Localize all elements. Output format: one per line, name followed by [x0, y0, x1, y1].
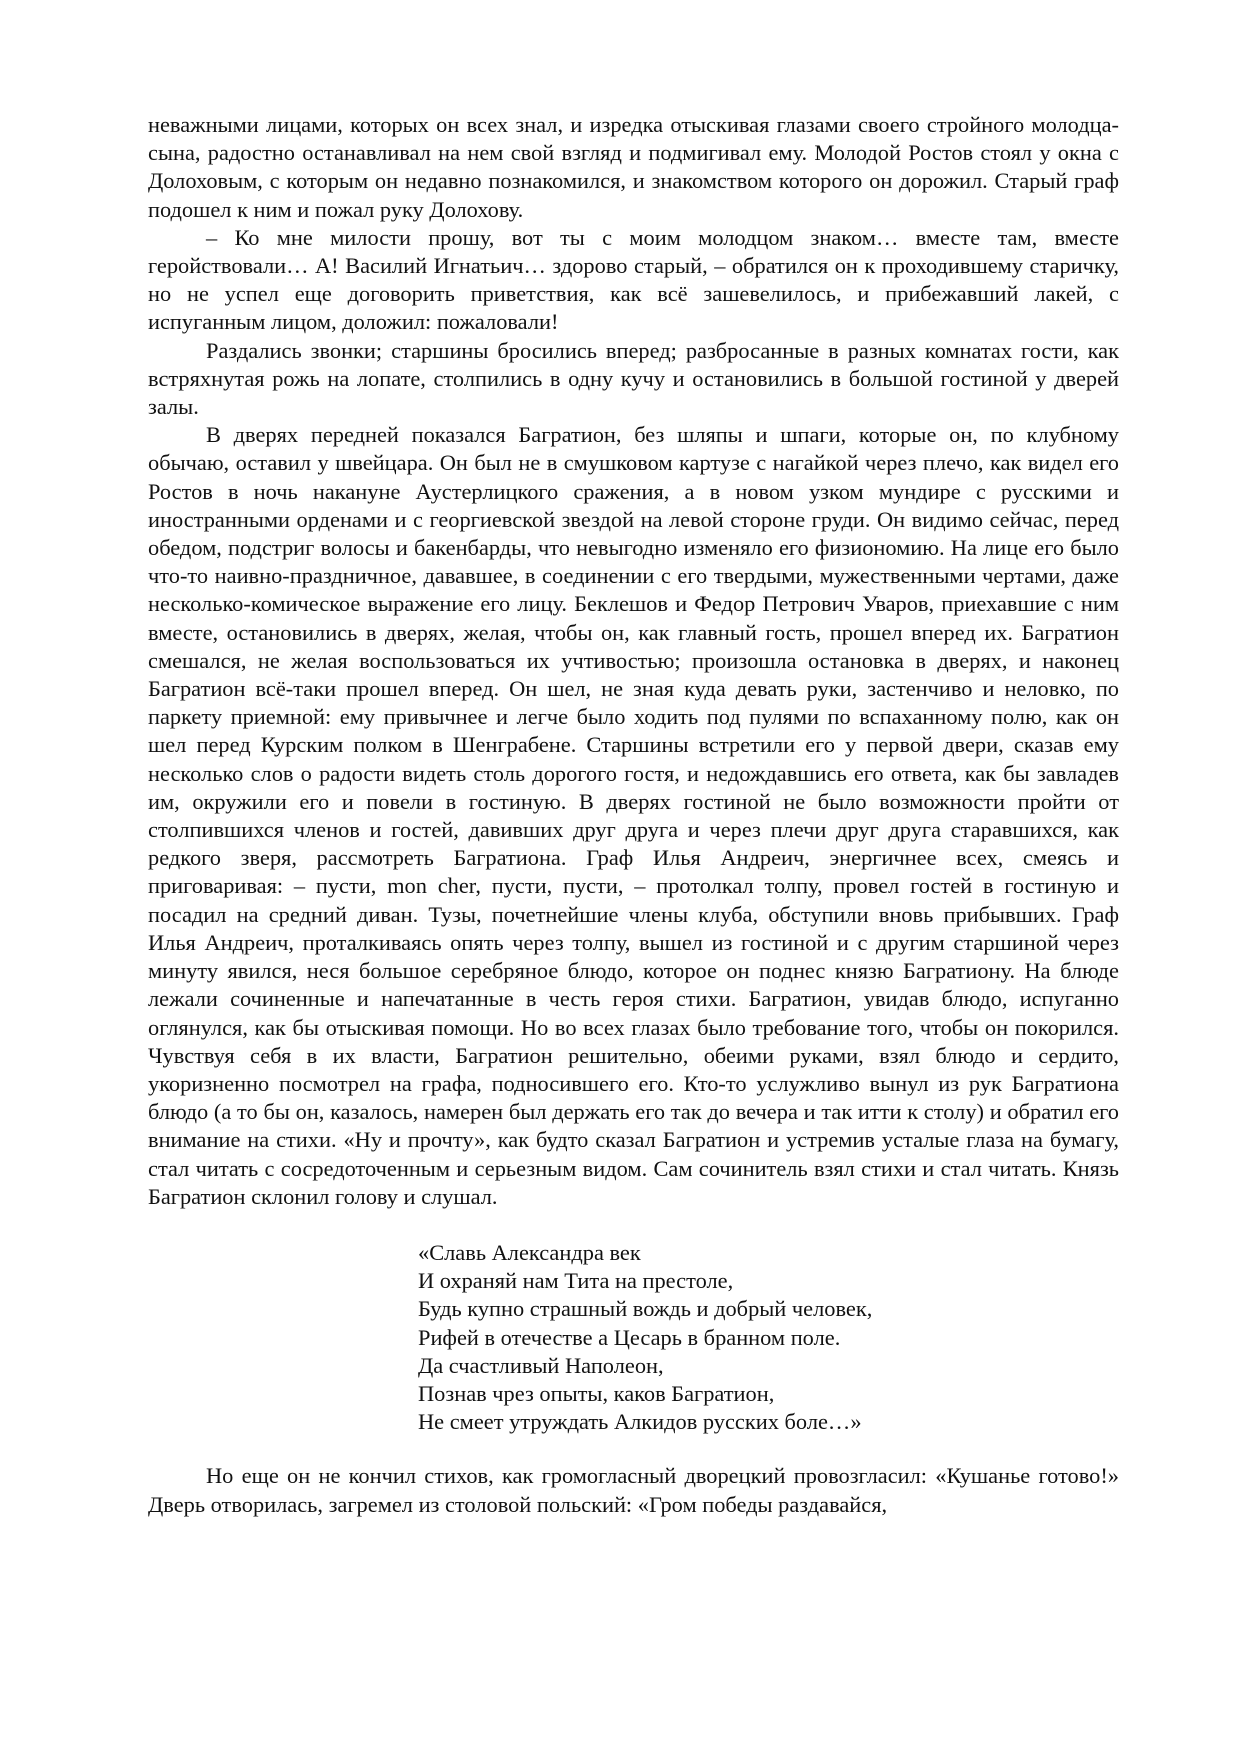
poem-line-5: Да счастливый Наполеон, [418, 1352, 664, 1378]
paragraph-5: Но еще он не кончил стихов, как громогласный дворецкий провозгласил: «Кушанье готово!» Дверь отворилась, загремел из столовой польский: «Гром победы раздавайся, [148, 1463, 1119, 1517]
paragraph-1: неважными лицами, которых он всех знал, и изредка отыскивая глазами своего стройного молодца-сына, радостно останавливал на нем свой взгляд и подмигивал ему. Молодой Ростов стоял у окна с Долоховым, с которым он недавно познакомился, и знакомством которого он дорожил. Старый граф подошел к ним и пожал руку Долохову. [148, 112, 1119, 222]
poem-line-7: Не смеет утруждать Алкидов русских боле…» [418, 1409, 862, 1435]
paragraph-3: Раздались звонки; старшины бросились вперед; разбросанные в разных комнатах гости, как встряхнутая рожь на лопате, столпились в одну кучу и остановились в большой гостиной у дверей залы. [148, 337, 1119, 420]
poem-line-2: И охраняй нам Тита на престоле, [418, 1268, 734, 1294]
poem-line-3: Будь купно страшный вождь и добрый человек, [418, 1296, 873, 1322]
poem-line-6: Познав чрез опыты, каков Багратион, [418, 1380, 775, 1406]
poem-block [418, 1239, 1119, 1436]
paragraph-2: – Ко мне милости прошу, вот ты с моим молодцом знаком… вместе там, вместе геройствовали… А! Василий Игнатьич… здорово старый, – обратился он к проходившему старичку, но не успел еще договорить приветствия, как всё зашевелилось, и прибежавший лакей, с испуганным лицом, доложил: пожаловали! [148, 224, 1119, 335]
paragraph-4: В дверях передней показался Багратион, без шляпы и шпаги, которые он, по клубному обычаю, оставил у швейцара. Он был не в смушковом картузе с нагайкой через плечо, как видел его Ростов в ночь накануне Аустерлицкого сражения, а в новом узком мундире с русскими и иностранными орденами и с георгиевской звездой на левой стороне груди. Он видимо сейчас, перед обедом, подстриг волосы и бакенбарды, что невыгодно изменяло его физиономию. На лице его было что-то наивно-праздничное, дававшее, в соединении с его твердыми, мужественными чертами, даже несколько-комическое выражение его лицу. Беклешов и Федор Петрович Уваров, приехавшие с ним вместе, остановились в дверях, желая, чтобы он, как главный гость, прошел вперед их. Багратион смешался, не желая воспользоваться их учтивостью; произошла остановка в дверях, и наконец Багратион всё-таки прошел вперед. Он шел, не зная куда девать руки, застенчиво и неловко, по паркету приемной: ему привычнее и легче было ходить под пулями по вспаханному полю, как он шел перед Курским полком в Шенграбене. Старшины встретили его у первой двери, сказав ему несколько слов о радости видеть столь дорогого гостя, и недождавшись его ответа, как бы завладев им, окружили его и повели в гостиную. В дверях гостиной не было возможности пройти от столпившихся членов и гостей, давивших друг друга и через плечи друг друга старавшихся, как редкого зверя, рассмотреть Багратиона. Граф Илья Андреич, энергичнее всех, смеясь и приговаривая: – пусти, mon cher, пусти, пусти, – протолкал толпу, провел гостей в гостиную и посадил на средний диван. Тузы, почетнейшие члены клуба, обступили вновь прибывших. Граф Илья Андреич, проталкиваясь опять через толпу, вышел из гостиной и с другим старшиной через минуту явился, неся большое серебряное блюдо, которое он поднес князю Багратиону. На блюде лежали сочиненные и напечатанные в честь героя стихи. Багратион, увидав блюдо, испуганно оглянулся, как бы отыскивая помощи. Но во всех глазах было требование того, чтобы он покорился. Чувствуя себя в их власти, Багратион решительно, обеими руками, взял блюдо и сердито, укоризненно посмотрел на графа, подносившего его. Кто-то услужливо вынул из рук Багратиона блюдо (а то бы он, казалось, намерен был держать его так до вечера и так итти к столу) и обратил его внимание на стихи. «Ну и прочту», как будто сказал Багратион и устремив усталые глаза на бумагу, стал читать с сосредоточенным и серьезным видом. Сам сочинитель взял стихи и стал читать. Князь Багратион склонил голову и слушал. [148, 422, 1119, 1209]
document-page [148, 111, 1119, 1519]
poem-line-4: Рифей в отечестве а Цесарь в бранном поле. [418, 1324, 841, 1350]
poem-line-1: «Славь Александра век [418, 1239, 641, 1265]
